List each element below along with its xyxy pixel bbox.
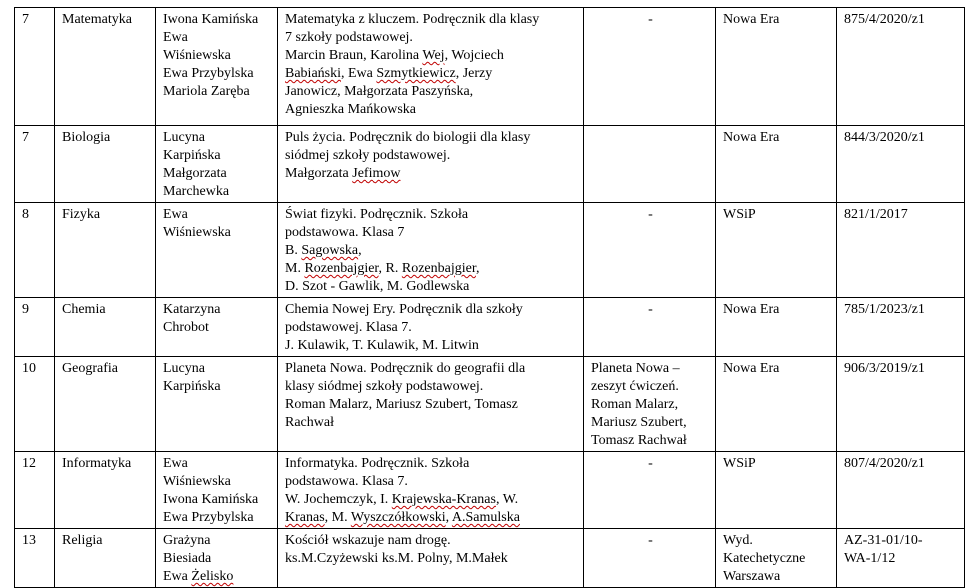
cell-class-text: 13 [22, 533, 36, 548]
cell-publisher-line: WSiP [723, 207, 756, 222]
cell-class-text: 10 [22, 361, 36, 376]
cell-publisher-line: Warszawa [723, 569, 781, 584]
cell-workbook [584, 529, 716, 588]
cell-textbook-line: Kościół wskazuje nam drogę. [285, 533, 451, 548]
cell-publisher-line: Katechetyczne [723, 551, 806, 566]
table-row [15, 452, 965, 529]
cell-approval-number-line: 875/4/2020/z1 [844, 12, 925, 27]
cell-textbook-line: Babiański, Ewa Szmytkiewicz, Jerzy [285, 66, 493, 81]
cell-subject [55, 298, 156, 357]
cell-subject [55, 126, 156, 203]
cell-authors-line: Ewa [163, 30, 188, 45]
cell-class-text: 7 [22, 12, 29, 27]
cell-authors-line: Wiśniewska [163, 474, 231, 489]
cell-workbook-line: zeszyt ćwiczeń. [591, 379, 679, 394]
cell-textbook-line: Agnieszka Mańkowska [285, 102, 417, 117]
table-row [15, 8, 965, 126]
cell-textbook-line: Janowicz, Małgorzata Paszyńska, [285, 84, 474, 99]
cell-textbook-line: 7 szkoły podstawowej. [285, 30, 413, 45]
cell-textbook-line: M. Rozenbajgier, R. Rozenbajgier, [285, 261, 480, 276]
table-row [15, 298, 965, 357]
cell-subject [55, 203, 156, 298]
cell-authors [156, 203, 278, 298]
cell-textbook-line: W. Jochemczyk, I. Krajewska-Kranas, W. [285, 492, 519, 507]
cell-textbook-line: Małgorzata Jefimow [285, 166, 401, 181]
cell-authors-line: Wiśniewska [163, 48, 231, 63]
cell-subject-text: Matematyka [62, 12, 132, 27]
cell-approval-number [837, 126, 965, 203]
table-row [15, 126, 965, 203]
cell-workbook [584, 8, 716, 126]
cell-publisher [716, 8, 837, 126]
cell-approval-number-line: 844/3/2020/z1 [844, 130, 925, 145]
cell-subject-text: Chemia [62, 302, 106, 317]
cell-publisher-line: Nowa Era [723, 361, 780, 376]
cell-publisher [716, 529, 837, 588]
cell-approval-number [837, 203, 965, 298]
cell-authors-line: Biesiada [163, 551, 212, 566]
cell-authors-line: Iwona Kamińska [163, 12, 259, 27]
cell-authors-line: Ewa Żelisko [163, 569, 234, 584]
cell-approval-number [837, 357, 965, 452]
cell-subject [55, 529, 156, 588]
cell-textbook-line: B. Sagowska, [285, 243, 362, 258]
cell-textbook [278, 298, 584, 357]
cell-textbook-line: podstawowa. Klasa 7. [285, 474, 408, 489]
cell-textbook [278, 8, 584, 126]
cell-authors-line: Ewa Przybylska [163, 66, 254, 81]
table-row [15, 357, 965, 452]
cell-authors-line: Małgorzata [163, 166, 227, 181]
cell-workbook [584, 126, 716, 203]
cell-workbook-line: - [648, 12, 653, 27]
cell-textbook [278, 126, 584, 203]
cell-textbook-line: klasy siódmej szkoły podstawowej. [285, 379, 484, 394]
cell-authors [156, 298, 278, 357]
cell-publisher [716, 126, 837, 203]
cell-authors-line: Ewa Przybylska [163, 510, 254, 525]
cell-class [15, 357, 55, 452]
cell-authors-line: Chrobot [163, 320, 209, 335]
cell-authors-line: Karpińska [163, 148, 221, 163]
cell-textbook-line: Puls życia. Podręcznik do biologii dla klasy [285, 130, 531, 145]
cell-approval-number-line: 821/1/2017 [844, 207, 908, 222]
cell-authors-line: Katarzyna [163, 302, 221, 317]
cell-authors-line: Wiśniewska [163, 225, 231, 240]
cell-subject [55, 8, 156, 126]
cell-subject [55, 357, 156, 452]
cell-publisher-line: WSiP [723, 456, 756, 471]
cell-workbook-line: Tomasz Rachwał [591, 433, 687, 448]
cell-workbook [584, 357, 716, 452]
cell-textbook [278, 529, 584, 588]
cell-class-text: 8 [22, 207, 29, 222]
cell-textbook-line: Kranas, M. Wyszczółkowski, A.Samulska [285, 510, 520, 525]
cell-publisher-line: Nowa Era [723, 302, 780, 317]
cell-publisher [716, 452, 837, 529]
cell-subject [55, 452, 156, 529]
table-row [15, 203, 965, 298]
cell-authors [156, 8, 278, 126]
textbook-table [14, 7, 965, 588]
cell-class [15, 452, 55, 529]
cell-authors-line: Grażyna [163, 533, 211, 548]
cell-approval-number-line: 906/3/2019/z1 [844, 361, 925, 376]
cell-authors-line: Lucyna [163, 361, 205, 376]
table-body [15, 8, 965, 588]
cell-textbook-line: Rachwał [285, 415, 334, 430]
cell-textbook-line: podstawowej. Klasa 7. [285, 320, 412, 335]
cell-approval-number-line: 807/4/2020/z1 [844, 456, 925, 471]
cell-approval-number-line: AZ-31-01/10- [844, 533, 923, 548]
cell-workbook-line: - [648, 456, 653, 471]
cell-textbook [278, 452, 584, 529]
cell-authors [156, 126, 278, 203]
cell-workbook [584, 298, 716, 357]
cell-approval-number [837, 8, 965, 126]
cell-publisher-line: Nowa Era [723, 12, 780, 27]
cell-authors [156, 529, 278, 588]
cell-authors-line: Lucyna [163, 130, 205, 145]
cell-workbook-line: Planeta Nowa – [591, 361, 680, 376]
cell-class [15, 203, 55, 298]
cell-workbook [584, 203, 716, 298]
cell-workbook-line: - [648, 302, 653, 317]
cell-subject-text: Geografia [62, 361, 118, 376]
cell-authors [156, 357, 278, 452]
cell-textbook-line: Marcin Braun, Karolina Wej, Wojciech [285, 48, 504, 63]
cell-publisher-line: Wyd. [723, 533, 753, 548]
cell-class-text: 7 [22, 130, 29, 145]
cell-workbook [584, 452, 716, 529]
cell-authors-line: Mariola Zaręba [163, 84, 250, 99]
cell-authors [156, 452, 278, 529]
cell-textbook-line: ks.M.Czyżewski ks.M. Polny, M.Małek [285, 551, 508, 566]
cell-approval-number-line: WA-1/12 [844, 551, 896, 566]
cell-class-text: 9 [22, 302, 29, 317]
cell-approval-number-line: 785/1/2023/z1 [844, 302, 925, 317]
cell-textbook [278, 203, 584, 298]
cell-publisher-line: Nowa Era [723, 130, 780, 145]
cell-textbook-line: D. Szot - Gawlik, M. Godlewska [285, 279, 470, 294]
cell-textbook-line: Informatyka. Podręcznik. Szkoła [285, 456, 470, 471]
cell-subject-text: Religia [62, 533, 103, 548]
cell-publisher [716, 203, 837, 298]
cell-class-text: 12 [22, 456, 36, 471]
cell-class [15, 8, 55, 126]
cell-authors-line: Marchewka [163, 184, 230, 199]
cell-subject-text: Fizyka [62, 207, 101, 222]
cell-approval-number [837, 529, 965, 588]
cell-textbook-line: Chemia Nowej Ery. Podręcznik dla szkoły [285, 302, 523, 317]
cell-textbook-line: podstawowa. Klasa 7 [285, 225, 405, 240]
cell-publisher [716, 357, 837, 452]
cell-approval-number [837, 298, 965, 357]
cell-approval-number [837, 452, 965, 529]
cell-textbook-line: Planeta Nowa. Podręcznik do geografii dla [285, 361, 526, 376]
cell-textbook-line: Matematyka z kluczem. Podręcznik dla klasy [285, 12, 540, 27]
table-row [15, 529, 965, 588]
cell-authors-line: Karpińska [163, 379, 221, 394]
cell-textbook-line: J. Kulawik, T. Kulawik, M. Litwin [285, 338, 479, 353]
cell-authors-line: Ewa [163, 207, 188, 222]
cell-textbook-line: siódmej szkoły podstawowej. [285, 148, 451, 163]
cell-class [15, 126, 55, 203]
cell-workbook-line: Roman Malarz, [591, 397, 679, 412]
cell-publisher [716, 298, 837, 357]
cell-class [15, 529, 55, 588]
cell-subject-text: Informatyka [62, 456, 132, 471]
cell-workbook-line: - [648, 207, 653, 222]
cell-workbook-line: - [648, 533, 653, 548]
cell-textbook [278, 357, 584, 452]
cell-authors-line: Iwona Kamińska [163, 492, 259, 507]
cell-authors-line: Ewa [163, 456, 188, 471]
cell-textbook-line: Roman Malarz, Mariusz Szubert, Tomasz [285, 397, 518, 412]
cell-textbook-line: Świat fizyki. Podręcznik. Szkoła [285, 207, 469, 222]
cell-class [15, 298, 55, 357]
cell-workbook-line: Mariusz Szubert, [591, 415, 687, 430]
cell-subject-text: Biologia [62, 130, 111, 145]
